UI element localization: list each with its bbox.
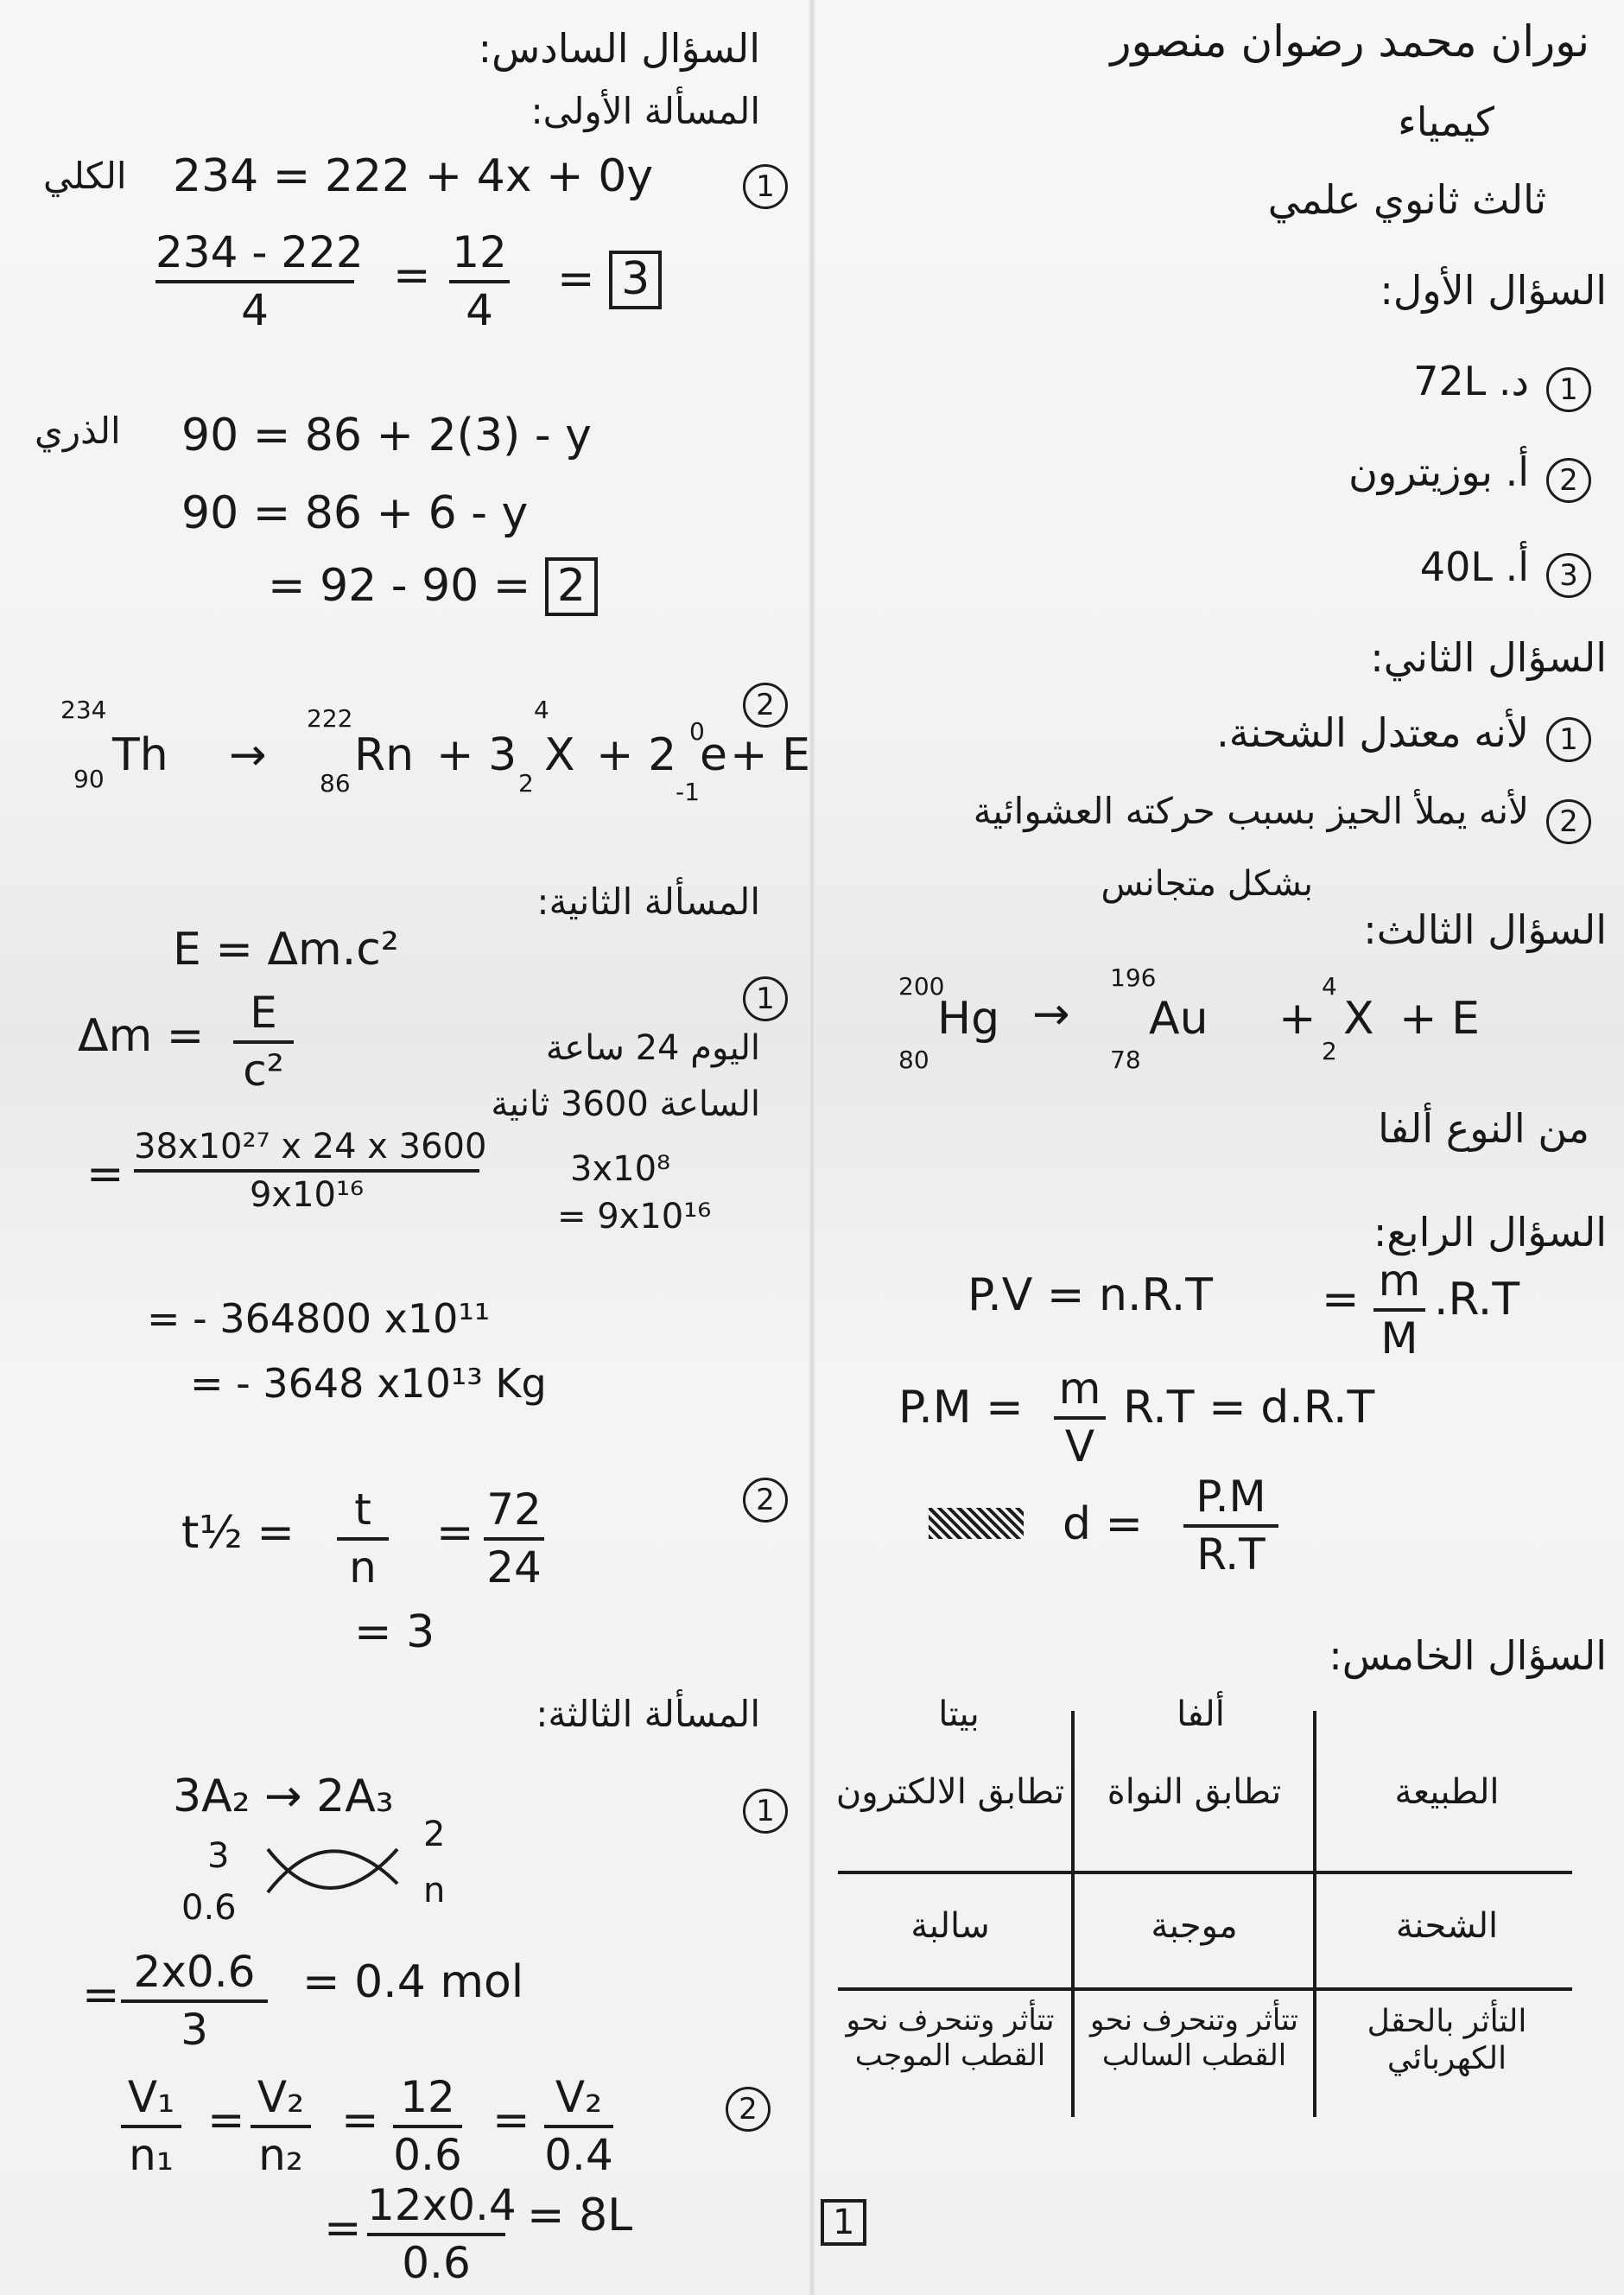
p2-mass-energy: E = Δm.c²	[173, 924, 399, 976]
fraction-denominator: n₁	[129, 2130, 174, 2180]
hg-mass: 200	[898, 972, 945, 1001]
fraction-denominator: 9x10¹⁶	[249, 1175, 365, 1215]
fraction-denominator: 4	[241, 285, 269, 335]
p2-note-hour: الساعة 3600 ثانية	[491, 1084, 760, 1124]
p2-t-over-n	[337, 1486, 389, 1592]
fraction-numerator: V₂	[555, 2072, 603, 2122]
p3-n-fraction	[121, 1949, 268, 2054]
fraction-denominator: M	[1380, 1313, 1418, 1364]
q4-pm-lhs: P.M =	[898, 1382, 1024, 1434]
p1-coef-alpha: + 3	[436, 729, 517, 781]
fraction-numerator: 72	[486, 1484, 542, 1535]
page-fold	[809, 0, 815, 2295]
p2-result-1: = - 364800 x10¹¹	[147, 1295, 491, 1342]
th-symbol: Th	[112, 729, 168, 781]
fraction-numerator: m	[1058, 1364, 1101, 1414]
hg-atomic-number: 80	[898, 1046, 929, 1074]
th-atomic-number: 90	[73, 765, 105, 793]
header-beta: بيتا	[938, 1694, 980, 1734]
row-label-charge: الشحنة	[1395, 1906, 1499, 1946]
rn-symbol: Rn	[354, 729, 415, 781]
p3-n-equals: =	[82, 1969, 120, 2021]
fraction-denominator: 0.6	[402, 2238, 471, 2288]
au-symbol: Au	[1149, 993, 1208, 1045]
fraction-denominator: 4	[466, 285, 493, 335]
p3-v2-over-n2	[251, 2074, 311, 2179]
q6-title: السؤال السادس:	[478, 25, 760, 72]
q4-equals: =	[1322, 1274, 1360, 1326]
q3-energy: + E	[1399, 993, 1480, 1045]
q5-title: السؤال الخامس:	[1329, 1632, 1607, 1679]
table-divider	[838, 1871, 1572, 1874]
p1-x-fraction-simplified	[449, 229, 510, 334]
alpha-mass: 4	[534, 696, 549, 724]
p3-v-result: = 8L	[527, 2190, 633, 2241]
fraction-numerator: 2x0.6	[133, 1947, 256, 1997]
hg-symbol: Hg	[937, 993, 1000, 1045]
p2-note-day: اليوم 24 ساعة	[545, 1028, 760, 1068]
fraction-numerator: V₂	[257, 2072, 305, 2122]
p1-part-1-number: 1	[743, 164, 788, 209]
p2-dm-lhs: Δm =	[78, 1010, 205, 1062]
p2-half-life-equals: =	[436, 1507, 474, 1559]
equation-text: = 92 - 90 =	[268, 560, 531, 612]
table-divider	[838, 1987, 1572, 1991]
electron-mass: 0	[689, 717, 705, 746]
p1-arrow: →	[229, 729, 267, 781]
q3-plus-1: +	[1278, 993, 1316, 1045]
alpha-mass: 4	[1322, 972, 1337, 1001]
table-divider	[1071, 1711, 1075, 2117]
problem-2-title: المسألة الثانية:	[536, 880, 760, 923]
p3-12-over-06	[393, 2074, 462, 2179]
p1-part-2-number: 2	[743, 683, 788, 728]
au-atomic-number: 78	[1110, 1046, 1141, 1074]
equals-sign: =	[492, 2095, 530, 2146]
q3-title: السؤال الثالث:	[1363, 906, 1607, 953]
p2-dm-fraction	[233, 989, 294, 1095]
q1-a1: د. 72L	[1413, 358, 1529, 404]
header-alpha: ألفا	[1177, 1694, 1225, 1734]
fraction-numerator: 12x0.4	[367, 2180, 517, 2230]
electron-symbol: e	[700, 729, 727, 781]
student-name: نوران محمد رضوان منصور	[1110, 16, 1589, 67]
q4-d-fraction	[1183, 1473, 1278, 1579]
cell-alpha-field: تتأثر وتنحرف نحو القطب السالب	[1090, 2003, 1298, 2073]
boxed-answer: 3	[609, 251, 662, 309]
p1-x-result	[557, 251, 662, 309]
au-mass: 196	[1110, 963, 1157, 992]
cell-beta-nature: تطابق الالكترون	[835, 1772, 1065, 1812]
rn-mass: 222	[307, 704, 353, 733]
q4-m-over-V	[1054, 1365, 1106, 1471]
fraction-numerator: t	[354, 1484, 371, 1535]
q1-title: السؤال الأول:	[1380, 267, 1607, 314]
fraction-numerator: E	[250, 988, 277, 1038]
fraction-denominator: c²	[243, 1046, 284, 1096]
q4-d-lhs: d =	[1063, 1498, 1144, 1550]
q5-comparison-table	[829, 1685, 1581, 2117]
cell-alpha-charge: موجبة	[1151, 1906, 1238, 1946]
q4-ideal-gas-law: P.V = n.R.T	[967, 1269, 1214, 1321]
p1-coef-electron: + 2	[596, 729, 677, 781]
p3-part-2-number: 2	[726, 2087, 771, 2132]
p1-charge-balance-2: 90 = 86 + 6 - y	[181, 487, 529, 539]
p3-part-1-number: 1	[743, 1789, 788, 1834]
q1-a3-number: 3	[1546, 553, 1591, 598]
equals-sign: =	[341, 2095, 379, 2146]
p2-result-2: = - 3648 x10¹³ Kg	[190, 1360, 547, 1407]
q2-title: السؤال الثاني:	[1370, 634, 1607, 681]
p2-half-life-result: = 3	[354, 1606, 435, 1658]
p1-total-label: الكلي	[43, 155, 127, 197]
cell-beta-charge: سالبة	[910, 1906, 990, 1946]
fraction-denominator: n	[349, 1542, 377, 1593]
fraction-denominator: n₂	[258, 2130, 303, 2180]
problem-3-title: المسألة الثالثة:	[536, 1693, 760, 1735]
p3-v-fraction	[367, 2180, 517, 2288]
p3-ratio-a: 3	[207, 1836, 230, 1876]
th-mass: 234	[60, 696, 107, 724]
table-divider	[1313, 1711, 1316, 2117]
fraction-denominator: V	[1064, 1421, 1095, 1472]
electron-charge: -1	[676, 778, 700, 806]
page-number	[821, 2199, 866, 2246]
p1-energy: + E	[730, 729, 810, 781]
q3-arrow: →	[1032, 989, 1070, 1040]
q1-a1-number: 1	[1546, 367, 1591, 412]
p3-ratio-d: n	[423, 1871, 446, 1910]
p2-part-1-number: 1	[743, 976, 788, 1021]
cell-alpha-nature: تطابق النواة	[1107, 1772, 1282, 1812]
p3-reaction: 3A₂ → 2A₃	[173, 1771, 394, 1822]
rn-atomic-number: 86	[320, 769, 351, 798]
page-number-value: 1	[821, 2199, 866, 2246]
p2-half-life-lhs: t½ =	[181, 1507, 295, 1559]
p2-speed-of-light: 3x10⁸	[570, 1149, 671, 1189]
p2-c-squared: = 9x10¹⁶	[557, 1197, 712, 1237]
fraction-numerator: 12	[452, 227, 507, 277]
p1-x-fraction	[155, 227, 364, 335]
fraction-numerator: 234 - 222	[155, 227, 364, 277]
cross-multiply-mark	[259, 1832, 406, 1910]
fraction-numerator: P.M	[1196, 1472, 1266, 1522]
p3-ratio-b: 2	[423, 1815, 446, 1854]
p3-v1-over-n1	[121, 2074, 181, 2179]
p3-ratio-c: 0.6	[181, 1888, 237, 1928]
p1-equals: =	[393, 250, 431, 302]
subject: كيمياء	[1398, 99, 1494, 145]
alpha-atomic-number: 2	[1322, 1037, 1337, 1065]
p1-mass-balance: 234 = 222 + 4x + 0y	[173, 150, 654, 202]
fraction-numerator: 12	[400, 2072, 455, 2122]
row-label-nature: الطبيعة	[1394, 1772, 1500, 1812]
p2-calc-fraction	[134, 1127, 487, 1215]
equals-sign: =	[207, 2095, 245, 2146]
cell-beta-field: تتأثر وتنحرف نحو القطب الموجب	[846, 2003, 1055, 2073]
p2-72-over-24	[484, 1486, 544, 1592]
alpha-symbol: X	[544, 729, 575, 781]
fraction-numerator: m	[1378, 1256, 1421, 1306]
fraction-numerator: V₁	[127, 2072, 175, 2122]
alpha-symbol: X	[1343, 993, 1374, 1045]
scribble-mark	[929, 1508, 1024, 1539]
q4-rt: .R.T	[1434, 1274, 1520, 1326]
fraction-numerator: 38x10²⁷ x 24 x 3600	[134, 1127, 487, 1167]
row-label-field: التأثر بالحقل الكهربائي	[1367, 2004, 1527, 2077]
grade: ثالث ثانوي علمي	[1267, 176, 1546, 223]
fraction-denominator: 0.4	[544, 2130, 613, 2180]
q1-a2: أ. بوزيترون	[1348, 448, 1529, 495]
q2-a1: لأنه معتدل الشحنة.	[1216, 709, 1529, 756]
p3-n-result: = 0.4 mol	[302, 1956, 524, 2008]
fraction-denominator: 3	[181, 2005, 208, 2055]
q2-a2: لأنه يملأ الحيز بسبب حركته العشوائية	[973, 790, 1529, 832]
q4-m-over-M	[1373, 1257, 1425, 1363]
p1-y-result	[268, 557, 598, 616]
boxed-answer: 2	[545, 557, 598, 616]
q1-a2-number: 2	[1546, 458, 1591, 503]
p1-atomic-label: الذري	[35, 410, 121, 452]
p3-v2-over-04	[544, 2074, 613, 2179]
q1-a3: أ. 40L	[1419, 544, 1529, 590]
q2-a2-continuation: بشكل متجانس	[1101, 864, 1313, 904]
p2-calc-equals: =	[86, 1148, 124, 1200]
q4-density-relation: R.T = d.R.T	[1123, 1382, 1375, 1434]
p1-charge-balance-1: 90 = 86 + 2(3) - y	[181, 410, 592, 461]
fraction-denominator: R.T	[1196, 1529, 1266, 1580]
q2-a1-number: 1	[1546, 717, 1591, 762]
problem-1-title: المسألة الأولى:	[530, 90, 760, 132]
p2-part-2-number: 2	[743, 1478, 788, 1523]
fraction-denominator: 0.6	[393, 2130, 462, 2180]
p3-v-equals: =	[324, 2203, 362, 2254]
equals-sign: =	[557, 253, 595, 305]
q2-a2-number: 2	[1546, 799, 1591, 844]
q3-decay-type: من النوع ألفا	[1378, 1105, 1589, 1152]
fraction-denominator: 24	[486, 1542, 542, 1593]
q4-title: السؤال الرابع:	[1373, 1209, 1607, 1256]
alpha-atomic-number: 2	[518, 769, 534, 798]
